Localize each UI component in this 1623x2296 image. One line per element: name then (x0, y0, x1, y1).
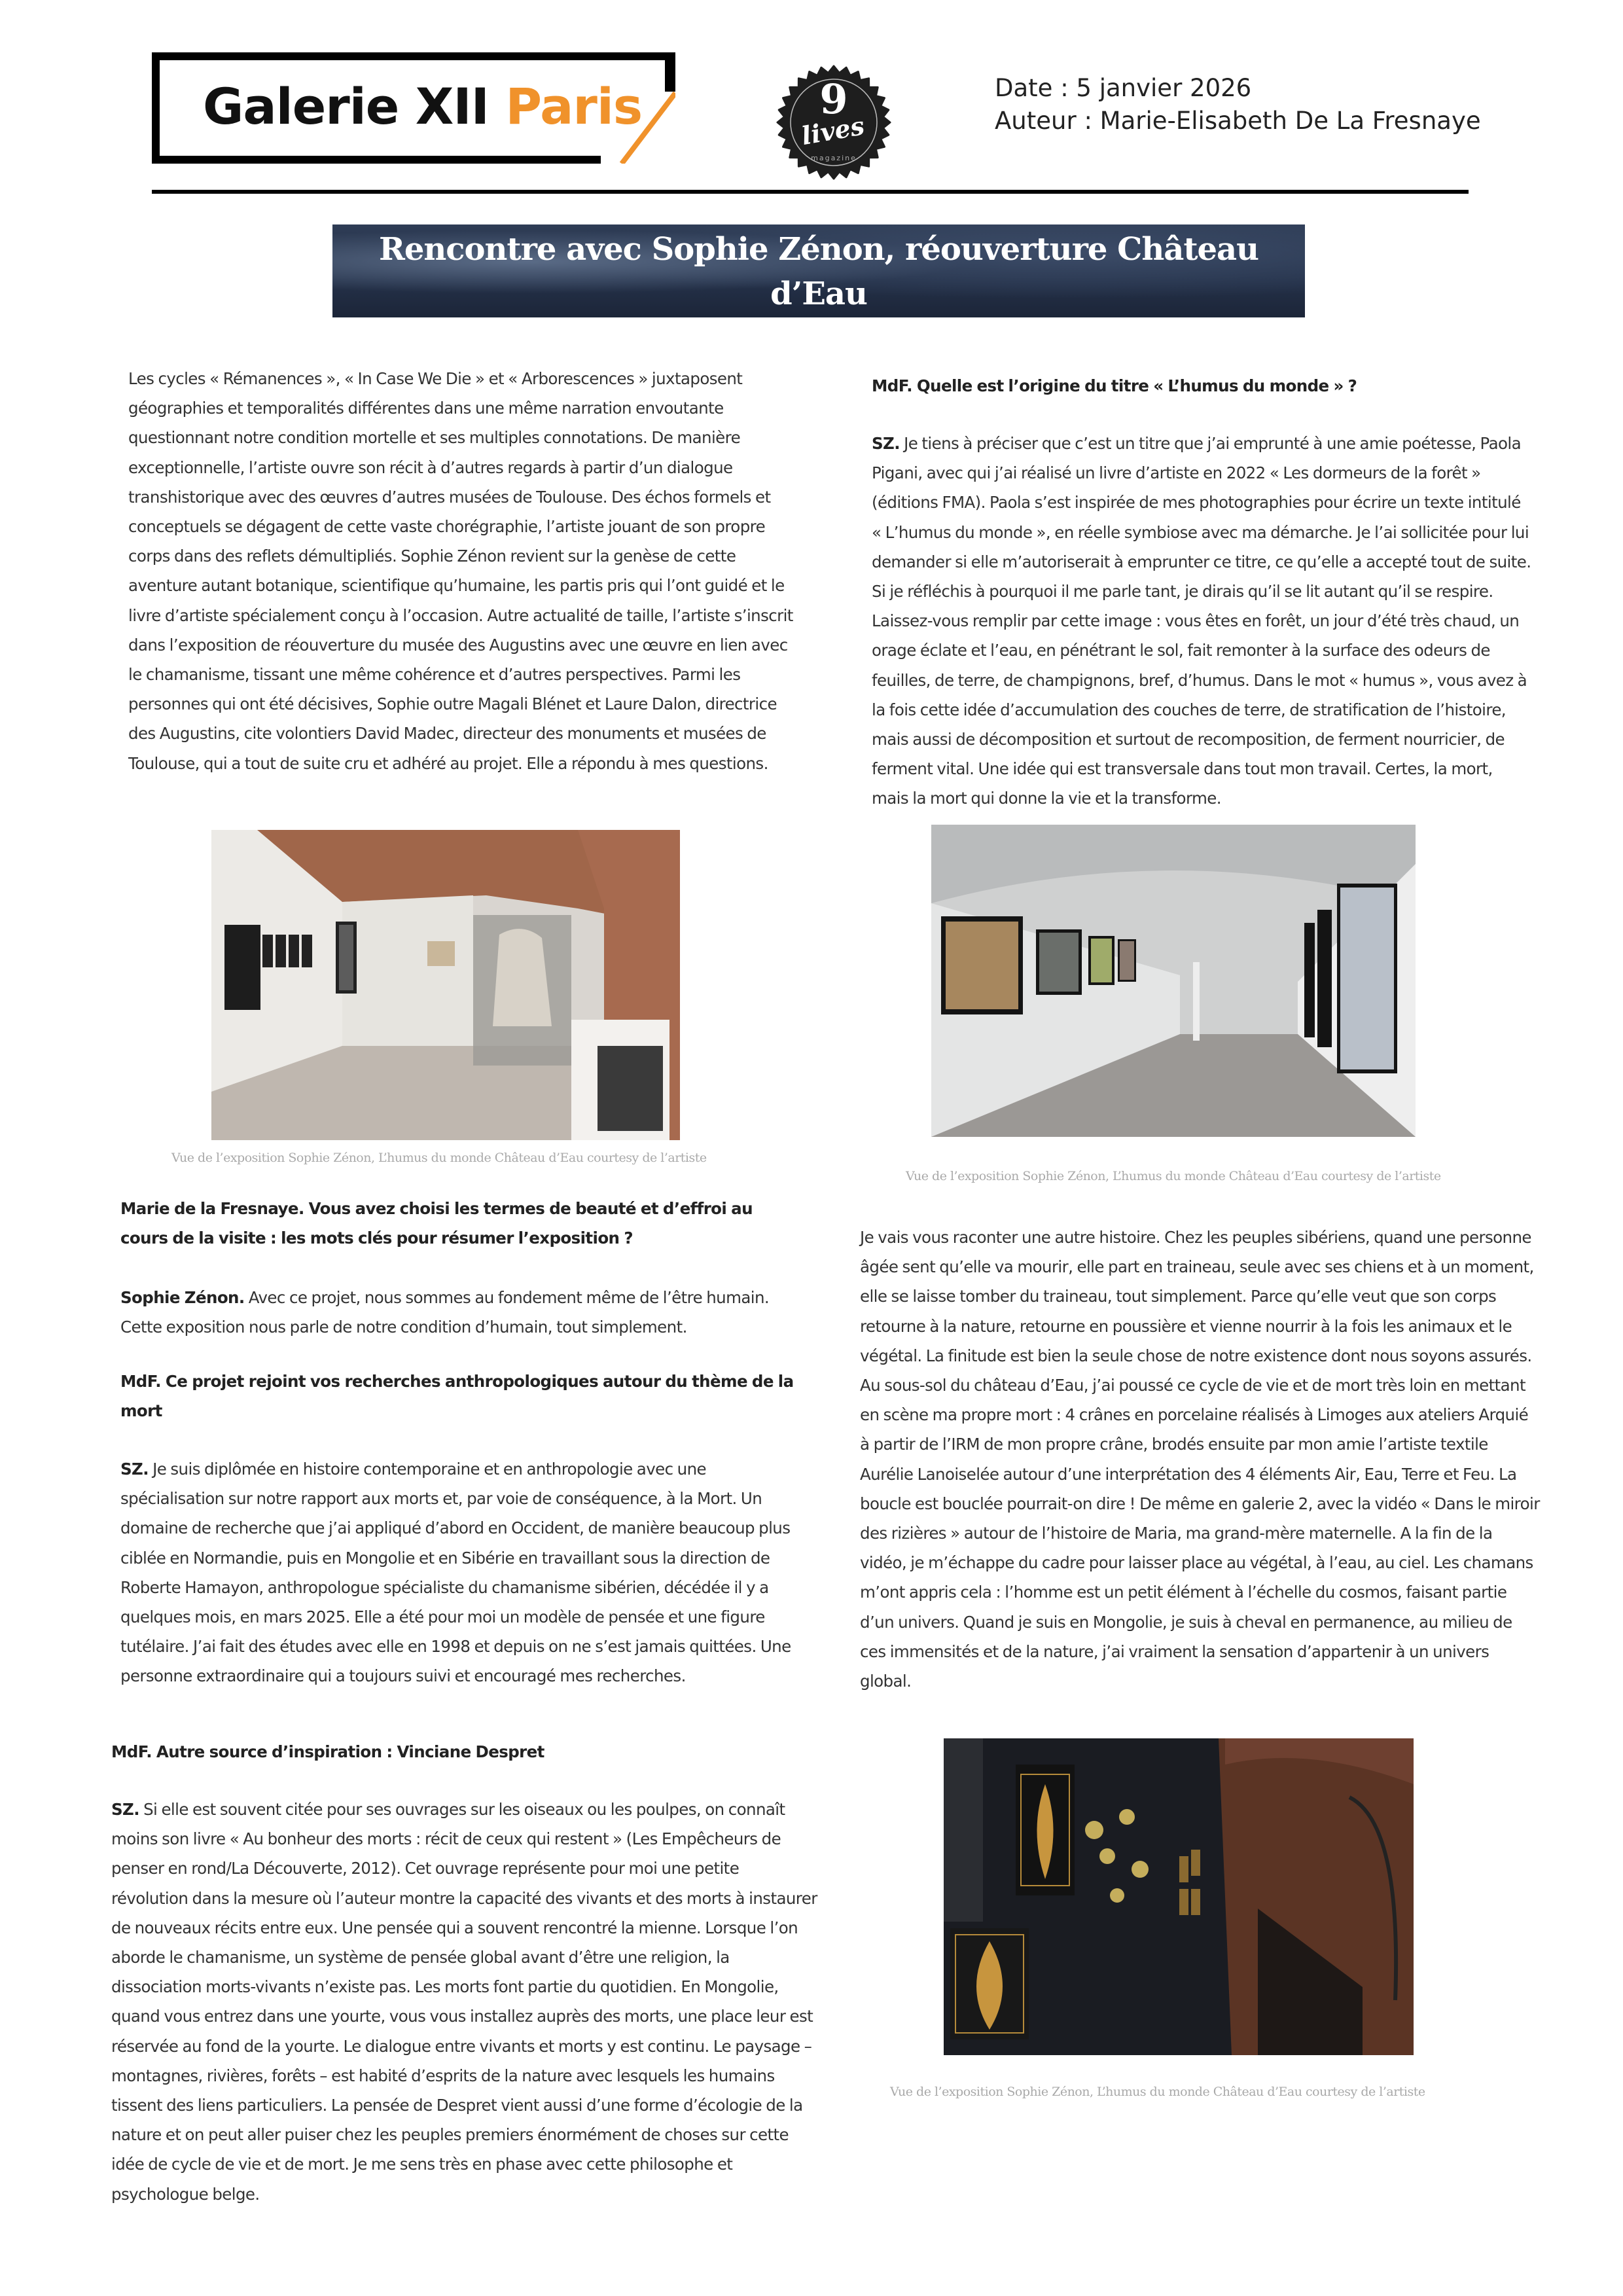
speaker-label: SZ. (111, 1800, 139, 1819)
article-meta (995, 72, 1481, 137)
answer-research (120, 1454, 801, 1691)
answer-title-origin (872, 429, 1533, 814)
question-title-origin: MdF. Quelle est l’origine du titre « L’humus du monde » ? (872, 376, 1357, 395)
answer-despret (111, 1795, 818, 2209)
article-date: Date : 5 janvier 2026 (995, 74, 1252, 102)
badge-sub: magazine (811, 154, 857, 162)
answer-siberia: Je vais vous raconter une autre histoire. Chez les peuples sibériens, quand une personne âgée sent qu’elle va mourir, elle part en traineau, seule avec ses chiens et à un moment, elle se laisse tomber du traineau, tout simplement. Parce qu’elle veut que son corps retourne à la nature, retourne en poussière et vienne nourrir à la fois les animaux et le végétal. La finitude est bien la seule chose de notre existence dont nous soyons assurés. Au sous-sol du château d’Eau, j’ai poussé ce cycle de vie et de mort très loin en mettant en scène ma propre mort : 4 crânes en porcelaine réalisés à Limoges aux ateliers Arquié à partir de l’IRM de mon propre crâne, brodés ensuite par mon amie l’artiste textile Aurélie Lanoiselée autour d’une interprétation des 4 éléments Air, Eau, Terre et Feu. La boucle est bouclée pourrait-on dire ! De même en galerie 2, avec la vidéo « Dans le miroir des rizières » autour de l’histoire de Maria, ma grand-mère maternelle. A la fin de la vidéo, je m’échappe du cadre pour laisser place au végétal, à l’eau, au ciel. Les chamans m’ont appris cela : l’homme est un petit élément à l’échelle du cosmos, faisant partie d’un univers. Quand je suis en Mongolie, je suis à cheval en permanence, au milieu de ces immensités et de la nature, j’ai vraiment la sensation d’appartenir à un univers global. (860, 1228, 1540, 1691)
speaker-label: SZ. (872, 434, 900, 453)
header-divider (152, 190, 1469, 194)
article-title-banner (332, 224, 1305, 357)
question-despret: MdF. Autre source d’inspiration : Vinciane Despret (111, 1742, 544, 1761)
question-keywords: Marie de la Fresnaye. Vous avez choisi les termes de beauté et d’effroi au cours de la visite : les mots clés pour résumer l’exposition ? (120, 1199, 753, 1248)
answer-text: Avec ce projet, nous sommes au fondement même de l’être humain. Cette exposition nous parle de notre condition d’humain, tout simplement. (120, 1288, 770, 1337)
article-author: Auteur : Marie-Elisabeth De La Fresnaye (995, 107, 1481, 135)
question-research: MdF. Ce projet rejoint vos recherches anthropologiques autour du thème de la mort (120, 1372, 794, 1421)
gallery-basement-image (944, 1738, 1414, 2055)
answer-keywords (120, 1283, 794, 1342)
gallery-corridor-image (931, 825, 1416, 1137)
logo-main: Galerie XII (203, 77, 489, 135)
badge-seal-icon (776, 62, 892, 183)
intro-paragraph: Les cycles « Rémanences », « In Case We Die » et « Arborescences » juxtaposent géographies et temporalités différentes dans une même narration envoutante questionnant notre condition mortelle et ses multiples connotations. De manière exceptionnelle, l’artiste ouvre son récit à d’autres regards à partir d’un dialogue transhistorique avec des œuvres d’autres musées de Toulouse. Des échos formels et conceptuels se dégagent de cette vaste chorégraphie, l’artiste jouant de son propre corps dans des reflets démultipliés. Sophie Zénon revient sur la genèse de cette aventure autant botanique, scientifique qu’humaine, les partis pris qui l’ont guidé et le livre d’artiste spécialement conçu à l’occasion. Autre actualité de taille, l’artiste s’inscrit dans l’exposition de réouverture du musée des Augustins avec une œuvre en lien avec le chamanisme, tissant une même cohérence et d’autres perspectives. Parmi les personnes qui ont été décisives, Sophie outre Magali Blénet et Laure Dalon, directrice des Augustins, cite volontiers David Madec, directeur des monuments et musées de Toulouse, qui a tout de suite cru et adhéré au projet. Elle a répondu à mes questions. (128, 369, 793, 773)
logo-accent: Paris (505, 77, 643, 135)
speaker-label: Sophie Zénon. (120, 1288, 245, 1307)
photo-caption-3: Vue de l’exposition Sophie Zénon, L’humus du monde Château d’Eau courtesy de l’artiste (890, 2085, 1425, 2099)
galerie-logo-text (203, 77, 642, 135)
answer-text: Je tiens à préciser que c’est un titre que j’ai emprunté à une amie poétesse, Paola Pigani, avec qui j’ai réalisé un livre d’artiste en 2022 « Les dormeurs de la forêt » (éditions FMA). Paola s’est inspirée de mes photographies pour écrire un texte intitulé « L’humus du monde », en réelle symbiose avec ma démarche. Je l’ai sollicitée pour lui demander si elle m’autoriserait à emprunter ce titre, ce qu’elle a accepté tout de suite. Si je réfléchis à pourquoi il me parle tant, je dirais qu’il se lit autant qu’il se respire. Laissez-vous remplir par cette image : vous êtes en forêt, un jour d’été très chaud, un orage éclate et l’eau, en pénétrant le sol, fait remonter à la surface des odeurs de feuilles, de terre, de champignons, bref, d’humus. Dans le mot « humus », vous avez à la fois cette idée d’accumulation des couches de terre, de stratification de l’histoire, mais aussi de décomposition et surtout de recomposition, de ferment nourricier, de ferment vital. Une idée qui est transversale dans tout mon travail. Certes, la mort, mais la mort qui donne la vie et la transforme. (872, 434, 1531, 808)
title-line-1: Rencontre avec Sophie Zénon, réouverture Château d’Eau (378, 231, 1259, 312)
photo-caption-1: Vue de l’exposition Sophie Zénon, L’humus du monde Château d’Eau courtesy de l’artiste (171, 1151, 707, 1165)
gallery-room-image (211, 830, 680, 1140)
badge-number: 9 (819, 75, 848, 123)
title-line-2: Toulouse, « L’humus du monde » (543, 320, 1094, 357)
nine-lives-badge-logo (776, 62, 892, 183)
answer-text: Si elle est souvent citée pour ses ouvrages sur les oiseaux ou les poulpes, on connaît moins son livre « Au bonheur des morts : récit de ceux qui restent » (Les Empêcheurs de penser en rond/La Découverte, 2012). Cet ouvrage représente pour moi une petite révolution dans la mesure où l’auteur montre la capacité des vivants et des morts à instaurer de nouveaux récits entre eux. Une pensée qui a souvent rencontré la mienne. Lorsque l’on aborde le chamanisme, un système de pensée global avant d’être une religion, la dissociation morts-vivants n’existe pas. Les morts font partie du quotidien. En Mongolie, quand vous entrez dans une yourte, vous vous installez auprès des morts, une place leur est réservée au fond de la yourte. Le dialogue entre vivants et morts y est continu. Le paysage – montagnes, rivières, forêts – est habité d’esprits de la nature avec lesquels les humains tissent des liens particuliers. La pensée de Despret vient aussi d’une forme d’écologie de la nature et on peut aller puiser chez les peuples premiers énormément de choses sur cette idée de cycle de vie et de mort. Je me sens très en phase avec cette philosophe et psychologue belge. (111, 1800, 817, 2204)
answer-text: Je suis diplômée en histoire contemporaine et en anthropologie avec une spécialisation sur notre rapport aux morts et, par voie de conséquence, à la Mort. Un domaine de recherche que j’ai appliqué d’abord en Occident, de manière beaucoup plus ciblée en Normandie, puis en Mongolie et en Sibérie en travaillant sous la direction de Roberte Hamayon, anthropologue spécialiste du chamanisme sibérien, décédée il y a quelques mois, en mars 2025. Elle a été pour moi un modèle de pensée et une figure tutélaire. J’ai fait des études avec elle en 1998 et depuis on ne s’est jamais quittées. Une personne extraordinaire qui a toujours suivi et encouragé mes recherches. (120, 1460, 791, 1686)
speaker-label: SZ. (120, 1460, 149, 1479)
exhibition-photo-2 (931, 825, 1416, 1137)
badge-word: lives (799, 111, 867, 151)
photo-caption-2: Vue de l’exposition Sophie Zénon, L’humus du monde Château d’Eau courtesy de l’artiste (906, 1169, 1441, 1183)
exhibition-photo-3 (944, 1738, 1414, 2055)
exhibition-photo-1 (211, 830, 680, 1140)
